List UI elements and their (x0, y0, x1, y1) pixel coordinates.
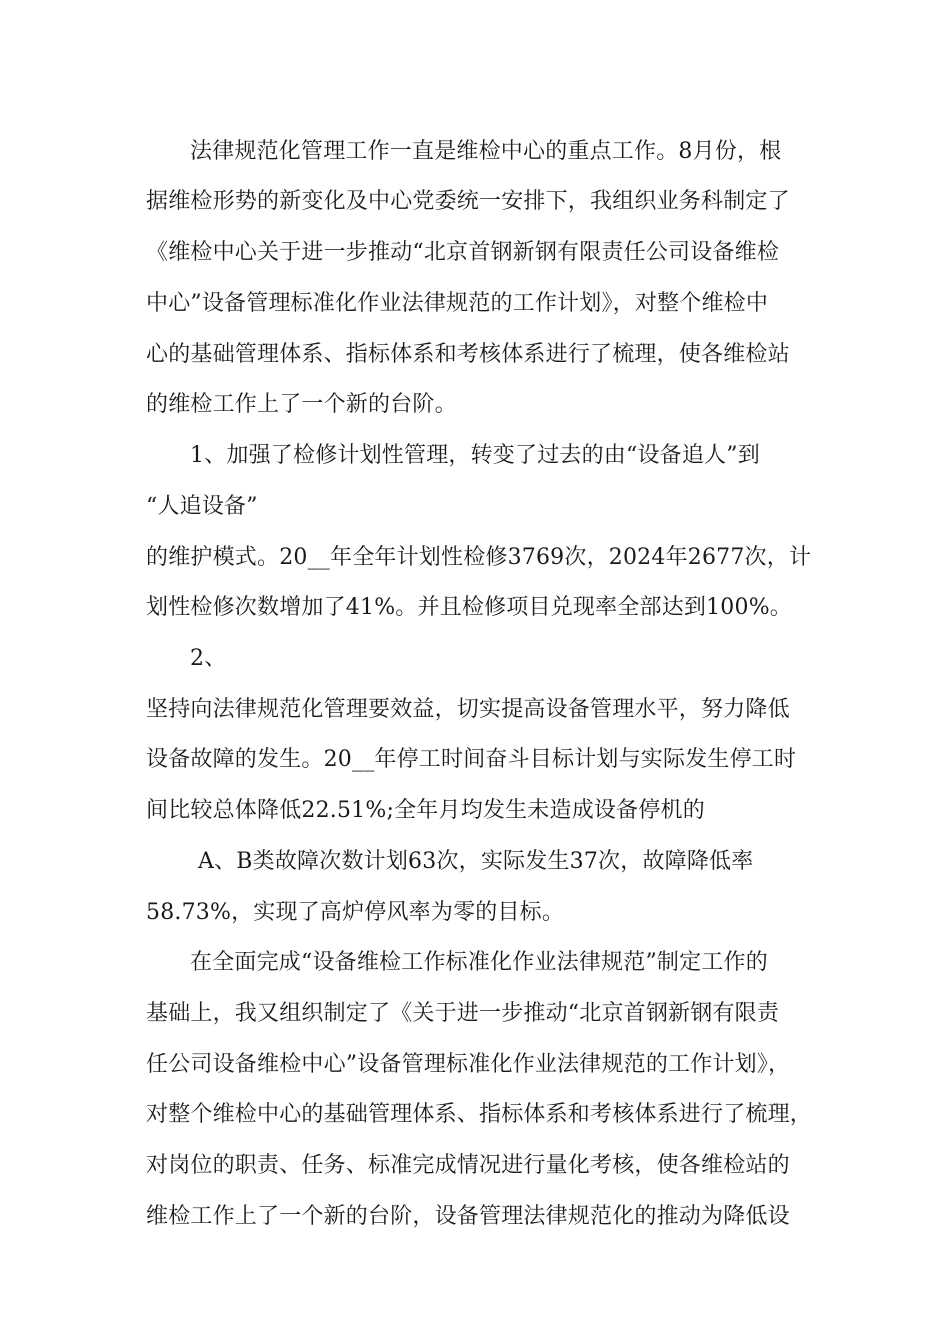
text-line-21: 对岗位的职责、任务、标准完成情况进行量化考核，使各维检站的 (146, 1153, 790, 1178)
text-line-8: “人追设备” (146, 494, 258, 519)
text-line-2: 据维检形势的新变化及中心党委统一安排下，我组织业务科制定了 (146, 189, 790, 214)
text-line-22: 维检工作上了一个新的台阶，设备管理法律规范化的推动为降低设 (146, 1204, 790, 1229)
text-line-7: 1、加强了检修计划性管理，转变了过去的由“设备追人”到 (190, 443, 760, 468)
text-line-1: 法律规范化管理工作一直是维检中心的重点工作。8月份，根 (190, 139, 782, 164)
text-line-20: 对整个维检中心的基础管理体系、指标体系和考核体系进行了梳理， (146, 1102, 813, 1127)
text-line-12: 坚持向法律规范化管理要效益，切实提高设备管理水平，努力降低 (146, 697, 790, 722)
text-line-16: 58.73%，实现了高炉停风率为零的目标。 (146, 900, 565, 925)
text-line-6: 的维检工作上了一个新的台阶。 (146, 392, 457, 417)
text-line-11: 2、 (190, 646, 227, 671)
text-line-19: 任公司设备维检中心”设备管理标准化作业法律规范的工作计划》， (146, 1052, 791, 1077)
text-line-17: 在全面完成“设备维检工作标准化作业法律规范”制定工作的 (190, 950, 768, 975)
text-line-5: 心的基础管理体系、指标体系和考核体系进行了梳理，使各维检站 (146, 342, 790, 367)
text-line-4: 中心”设备管理标准化作业法律规范的工作计划》，对整个维检中 (146, 291, 769, 316)
text-line-10: 划性检修次数增加了41%。并且检修项目兑现率全部达到100%。 (146, 595, 792, 620)
text-line-13: 设备故障的发生。20__年停工时间奋斗目标计划与实际发生停工时 (146, 747, 797, 772)
text-line-14: 间比较总体降低22.51%;全年月均发生未造成设备停机的 (146, 798, 705, 823)
text-line-9: 的维护模式。20__年全年计划性检修3769次，2024年2677次，计 (146, 545, 812, 570)
text-line-18: 基础上，我又组织制定了《关于进一步推动“北京首钢新钢有限责 (146, 1001, 780, 1026)
text-line-3: 《维检中心关于进一步推动“北京首钢新钢有限责任公司设备维检 (146, 240, 780, 265)
text-line-15: A、B类故障次数计划63次，实际发生37次，故障降低率 (198, 849, 754, 874)
